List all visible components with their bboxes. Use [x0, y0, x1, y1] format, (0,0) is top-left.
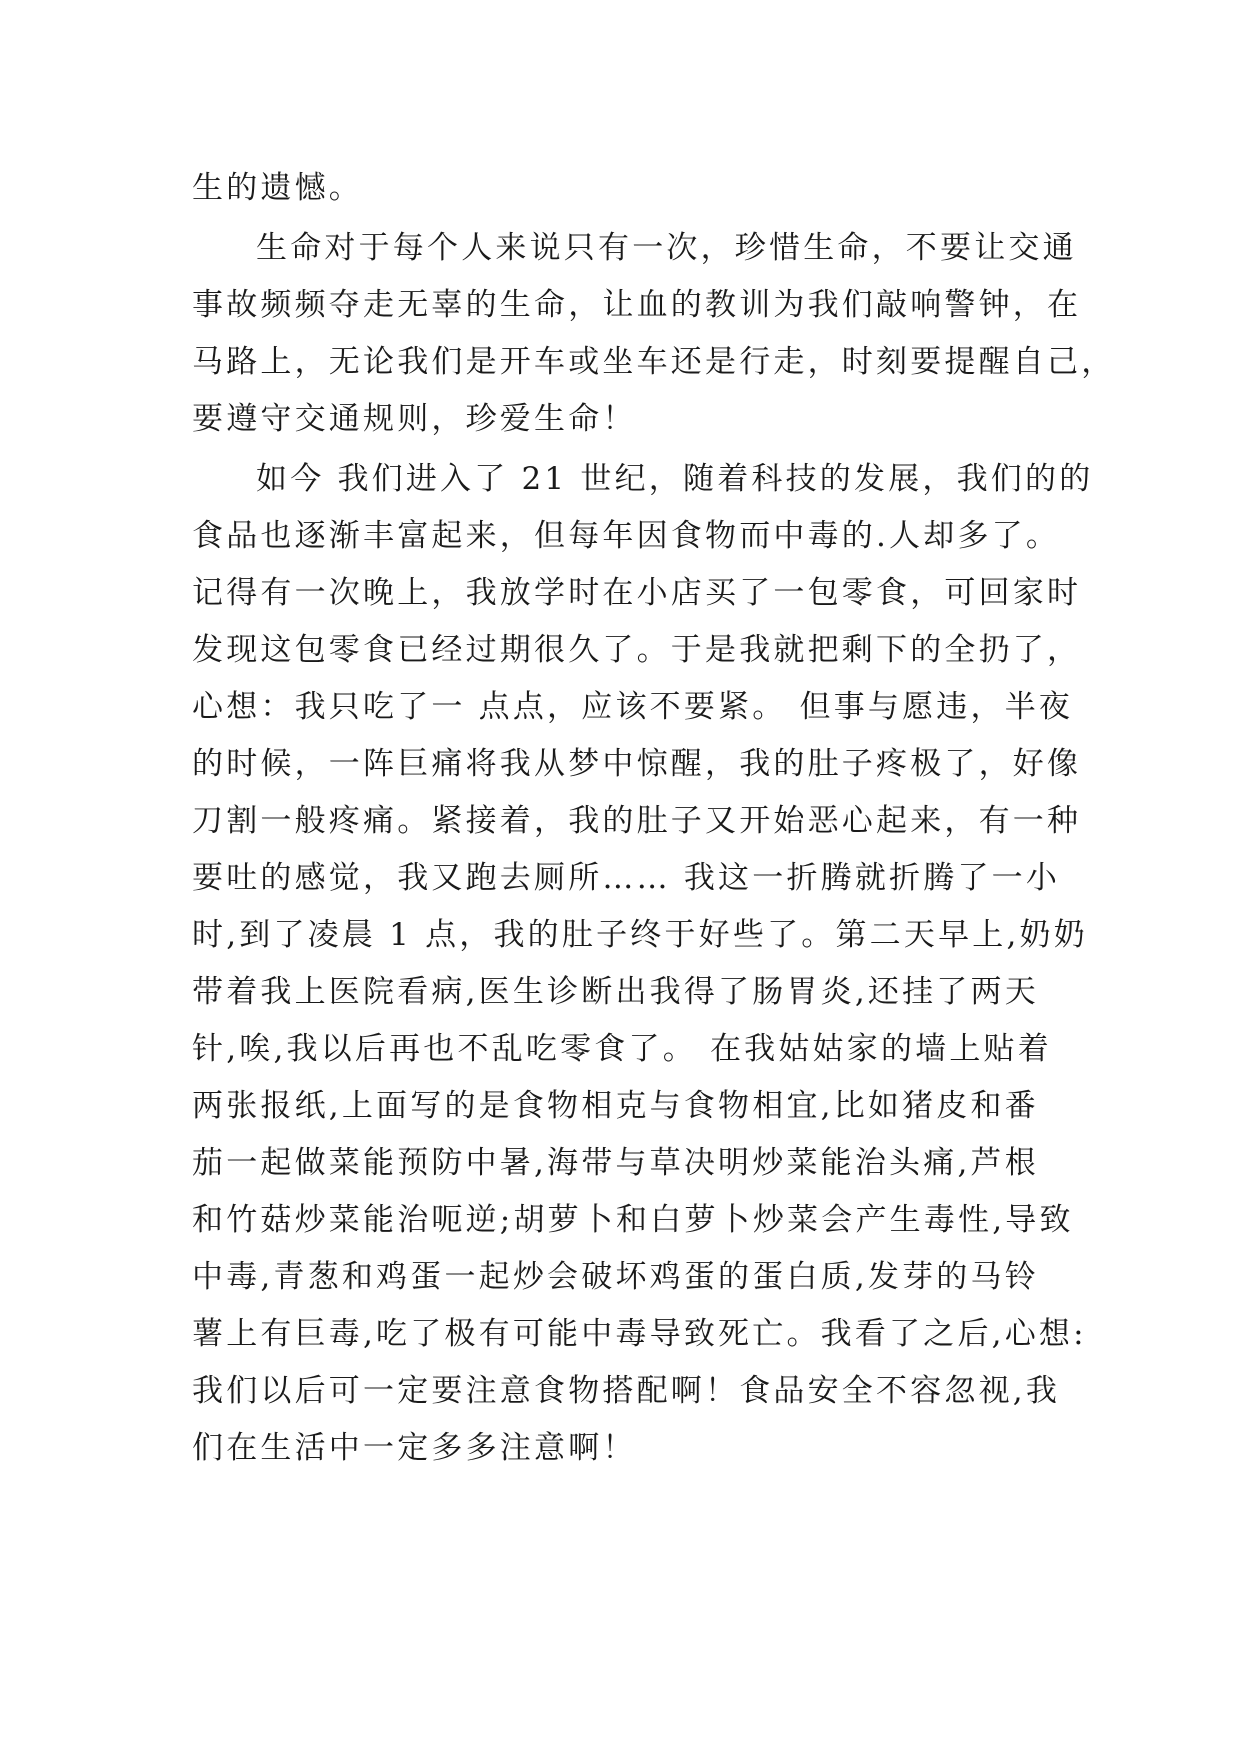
paragraph-3-line-18: 们在生活中一定多多注意啊！ — [192, 1430, 637, 1466]
paragraph-3-line-4: 发现这包零食已经过期很久了。于是我就把剩下的全扔了， — [192, 632, 1082, 668]
paragraph-3-line-14: 和竹菇炒菜能治呃逆;胡萝卜和白萝卜炒菜会产生毒性,导致 — [192, 1202, 1074, 1238]
paragraph-3-line-8: 要吐的感觉，我又跑去厕所…… 我这一折腾就折腾了一小 — [192, 860, 1061, 896]
paragraph-3-line-10: 带着我上医院看病,医生诊断出我得了肠胃炎,还挂了两天 — [192, 974, 1039, 1010]
paragraph-2-line-2: 事故频频夺走无辜的生命，让血的教训为我们敲响警钟，在 — [192, 287, 1082, 323]
paragraph-3-line-15: 中毒,青葱和鸡蛋一起炒会破坏鸡蛋的蛋白质,发芽的马铃 — [192, 1259, 1039, 1295]
paragraph-3-line-5: 心想：我只吃了一 点点，应该不要紧。 但事与愿违，半夜 — [192, 689, 1074, 725]
paragraph-2-line-1: 生命对于每个人来说只有一次，珍惜生命，不要让交通 — [256, 230, 1077, 266]
paragraph-3-line-6: 的时候，一阵巨痛将我从梦中惊醒，我的肚子疼极了，好像 — [192, 746, 1082, 782]
paragraph-2-line-4: 要遵守交通规则，珍爱生命！ — [192, 401, 637, 437]
paragraph-3-line-17: 我们以后可一定要注意食物搭配啊！食品安全不容忽视,我 — [192, 1373, 1061, 1409]
paragraph-3-line-2: 食品也逐渐丰富起来，但每年因食物而中毒的.人却多了。 — [192, 518, 1061, 554]
paragraph-3-line-16: 薯上有巨毒,吃了极有可能中毒导致死亡。我看了之后,心想: — [192, 1316, 1087, 1352]
paragraph-3-line-13: 茄一起做菜能预防中暑,海带与草决明炒菜能治头痛,芦根 — [192, 1145, 1039, 1181]
paragraph-3-line-1: 如今 我们进入了 21 世纪，随着科技的发展，我们的的 — [256, 461, 1094, 497]
paragraph-2-line-3: 马路上，无论我们是开车或坐车还是行走，时刻要提醒自己， — [192, 344, 1116, 380]
paragraph-1-line-1: 生的遗憾。 — [192, 170, 363, 206]
paragraph-3-line-11: 针,唉,我以后再也不乱吃零食了。 在我姑姑家的墙上贴着 — [192, 1031, 1052, 1067]
paragraph-3-line-3: 记得有一次晚上，我放学时在小店买了一包零食，可回家时 — [192, 575, 1082, 611]
paragraph-3-line-12: 两张报纸,上面写的是食物相克与食物相宜,比如猪皮和番 — [192, 1088, 1039, 1124]
paragraph-3-line-7: 刀割一般疼痛。紧接着，我的肚子又开始恶心起来，有一种 — [192, 803, 1082, 839]
paragraph-3-line-9: 时,到了凌晨 1 点，我的肚子终于好些了。第二天早上,奶奶 — [192, 917, 1088, 953]
